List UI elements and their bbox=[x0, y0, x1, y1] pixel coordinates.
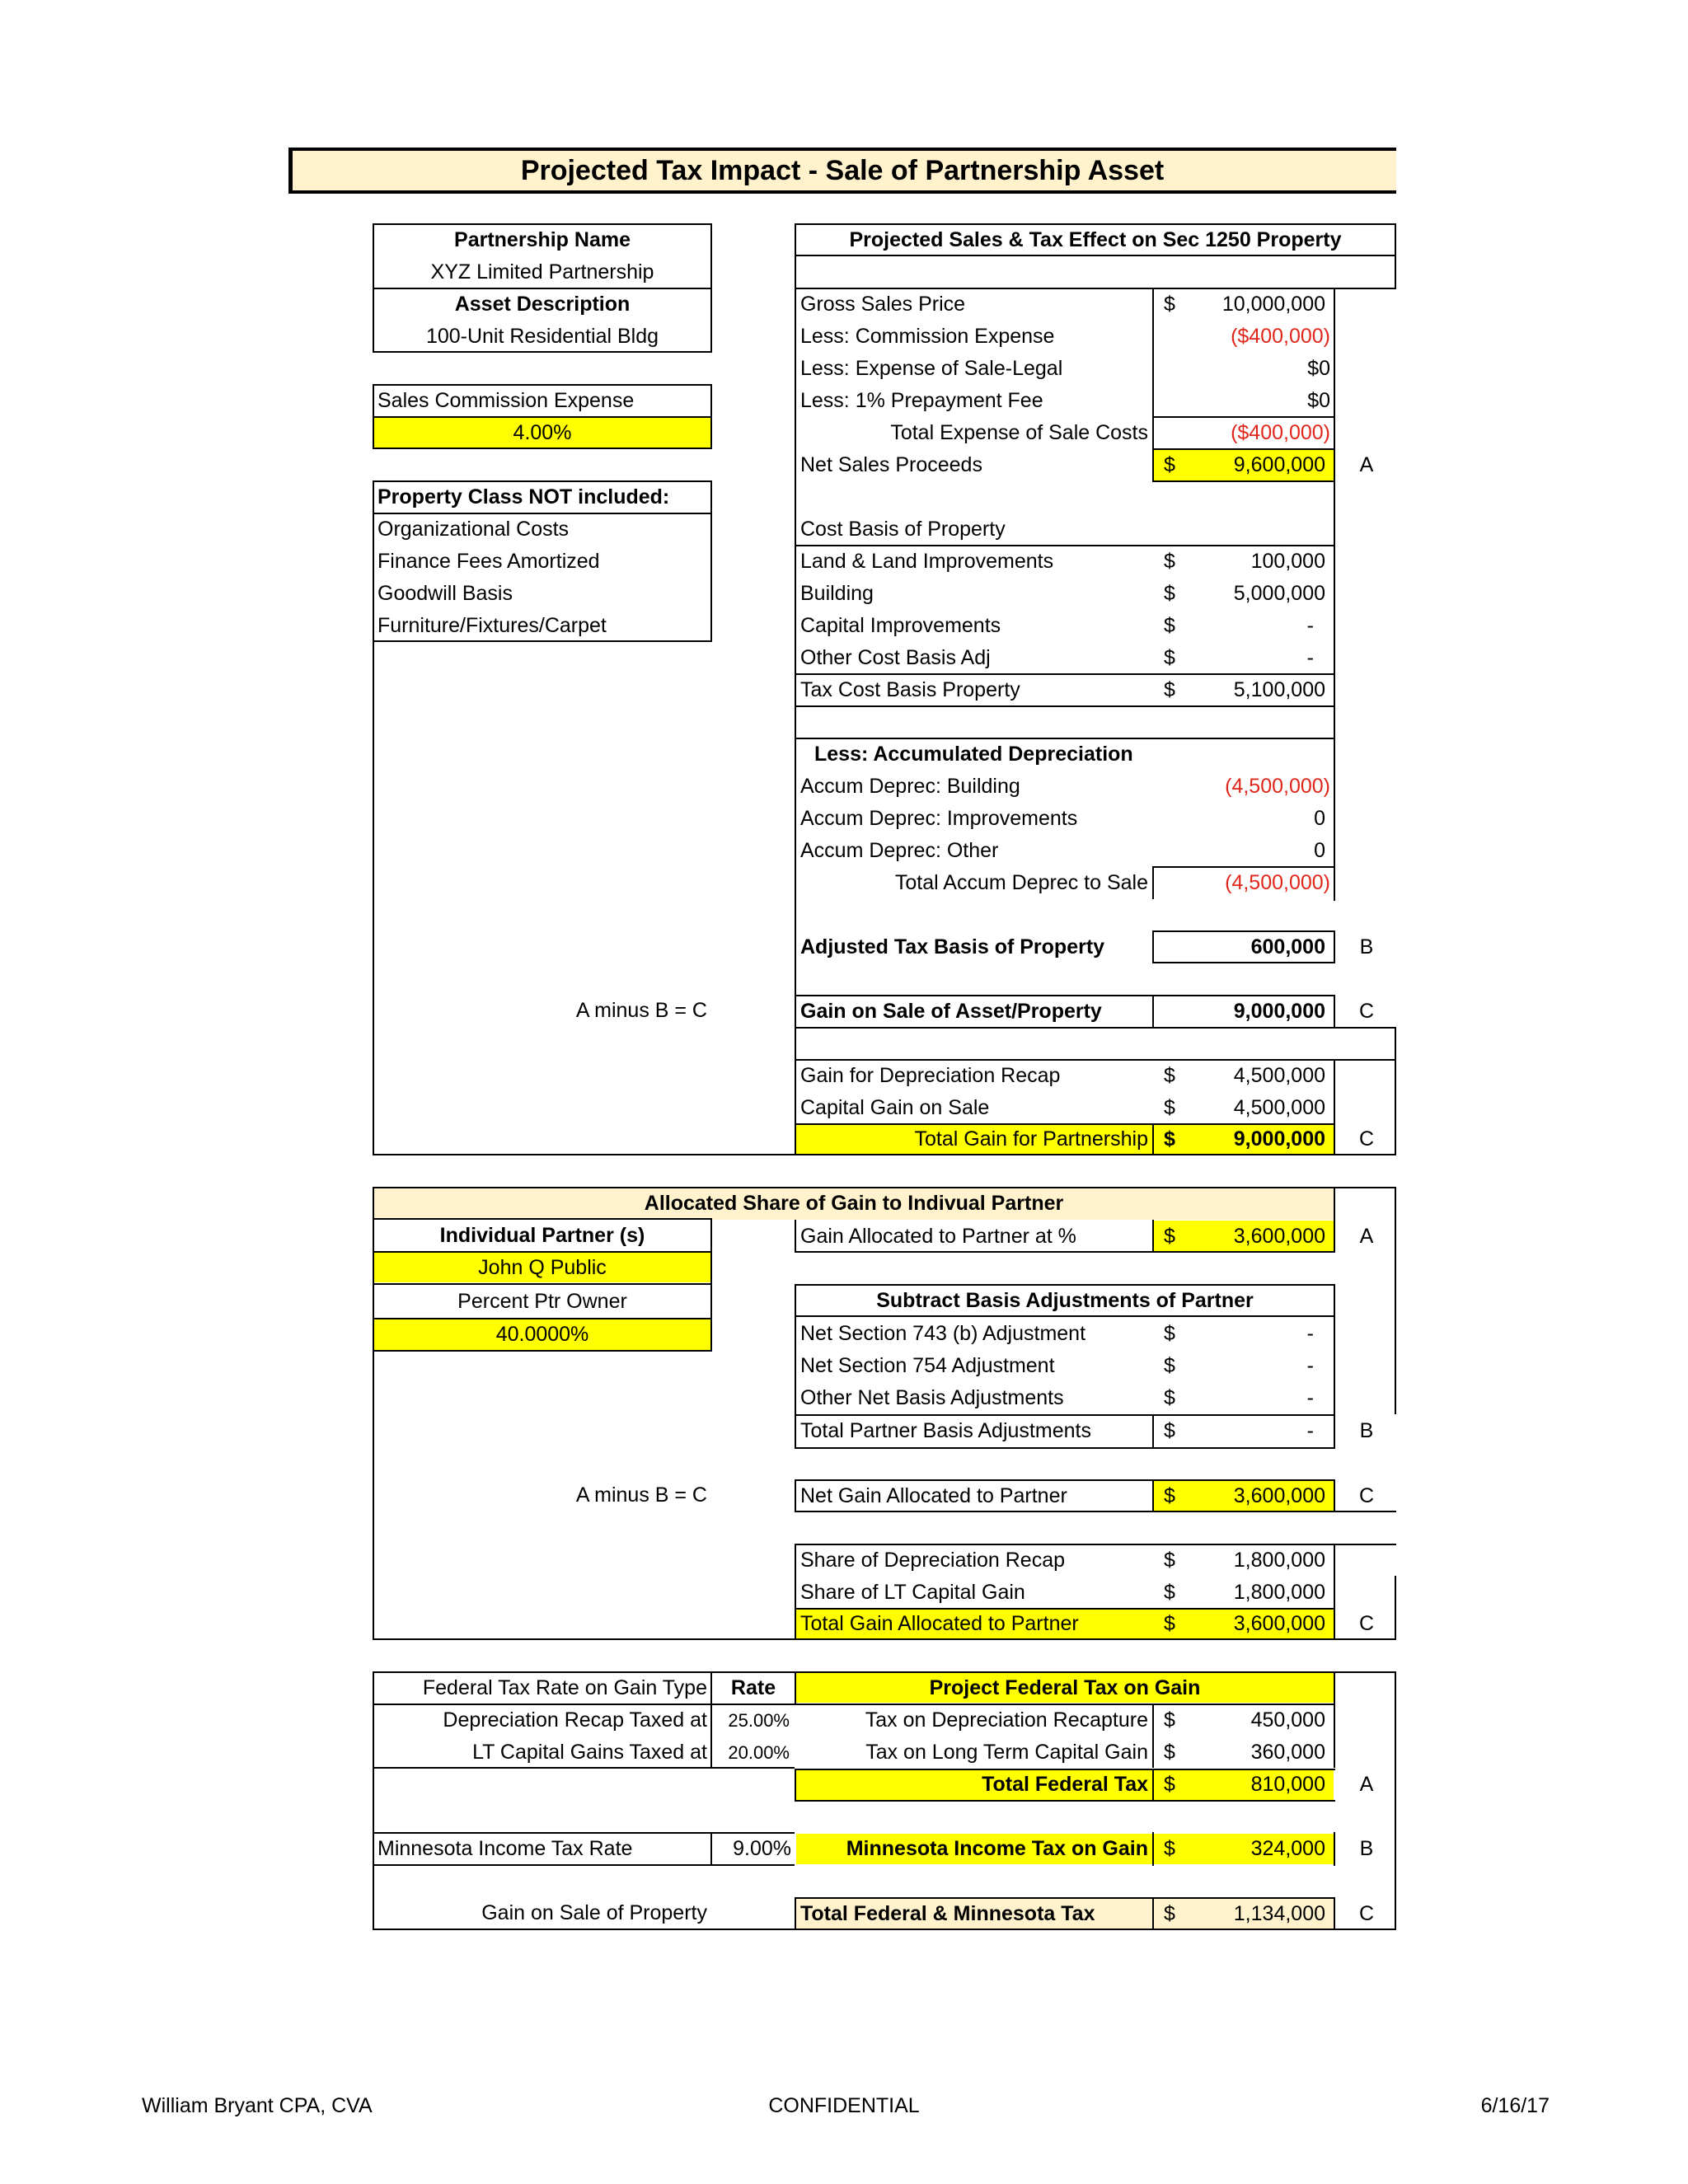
total-partner-adj-value: - bbox=[1306, 1419, 1314, 1442]
accum-other-label: Accum Deprec: Other bbox=[800, 839, 999, 862]
total-fed-mn-value: 1,134,000 bbox=[1233, 1902, 1325, 1925]
total-expense-label: Total Expense of Sale Costs bbox=[890, 421, 1148, 444]
total-partner-adj-dollar: $ bbox=[1164, 1419, 1175, 1442]
mn-tax-tag: B bbox=[1359, 1837, 1374, 1860]
project-header: Project Federal Tax on Gain bbox=[929, 1676, 1201, 1699]
gain-on-sale-property-label: Gain on Sale of Property bbox=[481, 1901, 707, 1924]
tax-depr-dollar: $ bbox=[1164, 1708, 1175, 1732]
sec1250-header: Projected Sales & Tax Effect on Sec 1250 Property bbox=[849, 228, 1342, 251]
percent-owner-value: 40.0000% bbox=[495, 1323, 589, 1346]
total-federal-dollar: $ bbox=[1164, 1773, 1175, 1796]
other-net-dollar: $ bbox=[1164, 1386, 1175, 1409]
asset-description: 100-Unit Residential Bldg bbox=[425, 325, 659, 348]
total-fed-mn-tag: C bbox=[1358, 1902, 1375, 1925]
legal-label: Less: Expense of Sale-Legal bbox=[800, 357, 1063, 380]
share-lt-value: 1,800,000 bbox=[1233, 1581, 1325, 1604]
other-cost-basis-value: - bbox=[1306, 646, 1314, 669]
accum-improvements-label: Accum Deprec: Improvements bbox=[800, 807, 1078, 830]
legal-value: $0 bbox=[1307, 357, 1330, 380]
building-value: 5,000,000 bbox=[1233, 582, 1325, 605]
property-class-item: Organizational Costs bbox=[377, 518, 570, 541]
footer-date: 6/16/17 bbox=[1480, 2094, 1550, 2117]
tax-lt-label: Tax on Long Term Capital Gain bbox=[865, 1741, 1148, 1764]
gain-on-sale-tag: C bbox=[1358, 1000, 1375, 1023]
page-title: Projected Tax Impact - Sale of Partnership Asset bbox=[520, 155, 1165, 186]
accum-building-label: Accum Deprec: Building bbox=[800, 775, 1020, 798]
gain-on-sale-label: Gain on Sale of Asset/Property bbox=[800, 1000, 1102, 1023]
prepayment-label: Less: 1% Prepayment Fee bbox=[800, 389, 1043, 412]
net-743-label: Net Section 743 (b) Adjustment bbox=[800, 1322, 1086, 1345]
capital-gain-label: Capital Gain on Sale bbox=[800, 1096, 990, 1119]
capital-improvements-label: Capital Improvements bbox=[800, 614, 1001, 637]
percent-owner-label: Percent Ptr Owner bbox=[457, 1290, 627, 1313]
capital-gain-dollar: $ bbox=[1164, 1096, 1175, 1119]
net-754-label: Net Section 754 Adjustment bbox=[800, 1354, 1055, 1377]
accum-other-value: 0 bbox=[1314, 839, 1325, 862]
accum-header: Less: Accumulated Depreciation bbox=[814, 743, 1133, 766]
total-accum-label: Total Accum Deprec to Sale bbox=[894, 871, 1148, 894]
net-754-value: - bbox=[1306, 1354, 1314, 1377]
commission-value: ($400,000) bbox=[1231, 325, 1330, 348]
adjusted-basis-value: 600,000 bbox=[1250, 935, 1325, 958]
property-class-item: Finance Fees Amortized bbox=[377, 550, 600, 573]
net-754-dollar: $ bbox=[1164, 1354, 1175, 1377]
total-federal-value: 810,000 bbox=[1250, 1773, 1325, 1796]
net-proceeds-label: Net Sales Proceeds bbox=[800, 453, 982, 476]
adjusted-basis-tag: B bbox=[1359, 935, 1374, 958]
share-depr-value: 1,800,000 bbox=[1233, 1549, 1325, 1572]
land-label: Land & Land Improvements bbox=[800, 550, 1054, 573]
gain-allocated-label: Gain Allocated to Partner at % bbox=[800, 1225, 1076, 1248]
other-cost-basis-label: Other Cost Basis Adj bbox=[800, 646, 991, 669]
building-dollar: $ bbox=[1164, 582, 1175, 605]
footer-author: William Bryant CPA, CVA bbox=[142, 2094, 373, 2117]
partnership-name-label: Partnership Name bbox=[454, 228, 631, 251]
gross-sales-value: 10,000,000 bbox=[1221, 293, 1325, 316]
net-gain-tag: C bbox=[1358, 1484, 1375, 1507]
sales-commission-value: 4.00% bbox=[513, 421, 572, 444]
allocation-header: Allocated Share of Gain to Indivual Partner bbox=[644, 1192, 1064, 1215]
tax-cost-basis-dollar: $ bbox=[1164, 678, 1175, 701]
other-net-value: - bbox=[1306, 1386, 1314, 1409]
gross-sales-label: Gross Sales Price bbox=[800, 293, 966, 316]
a-minus-b-label-2: A minus B = C bbox=[575, 1483, 707, 1507]
mn-rate: 9.00% bbox=[733, 1837, 791, 1860]
property-class-item: Furniture/Fixtures/Carpet bbox=[377, 614, 607, 637]
capital-gain-value: 4,500,000 bbox=[1233, 1096, 1325, 1119]
sales-commission-label: Sales Commission Expense bbox=[377, 389, 635, 412]
property-class-label: Property Class NOT included: bbox=[377, 485, 670, 509]
accum-building-value: (4,500,000) bbox=[1225, 775, 1330, 798]
total-partner-adj-tag: B bbox=[1359, 1419, 1374, 1442]
building-label: Building bbox=[800, 582, 874, 605]
mn-tax-value: 324,000 bbox=[1250, 1837, 1325, 1860]
net-proceeds-value: 9,600,000 bbox=[1233, 453, 1325, 476]
lt-rate: 20.00% bbox=[728, 1742, 790, 1763]
gain-depr-recap-value: 4,500,000 bbox=[1233, 1064, 1325, 1087]
accum-improvements-value: 0 bbox=[1314, 807, 1325, 830]
net-gain-dollar: $ bbox=[1164, 1484, 1175, 1507]
share-depr-dollar: $ bbox=[1164, 1549, 1175, 1572]
total-federal-label: Total Federal Tax bbox=[982, 1773, 1148, 1796]
mn-tax-label: Minnesota Income Tax on Gain bbox=[846, 1837, 1148, 1860]
total-federal-tag: A bbox=[1359, 1773, 1374, 1796]
prepayment-value: $0 bbox=[1307, 389, 1330, 412]
tax-cost-basis-value: 5,100,000 bbox=[1233, 678, 1325, 701]
commission-label: Less: Commission Expense bbox=[800, 325, 1055, 348]
total-gain-value: 9,000,000 bbox=[1233, 1127, 1325, 1151]
subtract-header: Subtract Basis Adjustments of Partner bbox=[876, 1289, 1254, 1312]
gross-sales-dollar: $ bbox=[1164, 293, 1175, 316]
gain-on-sale-value: 9,000,000 bbox=[1233, 1000, 1325, 1023]
gain-depr-recap-dollar: $ bbox=[1164, 1064, 1175, 1087]
net-proceeds-tag: A bbox=[1359, 453, 1374, 476]
total-fed-mn-dollar: $ bbox=[1164, 1902, 1175, 1925]
other-net-label: Other Net Basis Adjustments bbox=[800, 1386, 1064, 1409]
total-gain-label: Total Gain for Partnership bbox=[914, 1127, 1148, 1151]
total-gain-tag: C bbox=[1358, 1127, 1375, 1151]
net-gain-label: Net Gain Allocated to Partner bbox=[800, 1484, 1067, 1507]
total-allocated-value: 3,600,000 bbox=[1233, 1612, 1325, 1635]
tax-cost-basis-label: Tax Cost Basis Property bbox=[800, 678, 1020, 701]
a-minus-b-label: A minus B = C bbox=[575, 999, 707, 1022]
total-allocated-label: Total Gain Allocated to Partner bbox=[800, 1612, 1079, 1635]
share-lt-label: Share of LT Capital Gain bbox=[800, 1581, 1025, 1604]
net-proceeds-dollar: $ bbox=[1164, 453, 1175, 476]
other-cost-basis-dollar: $ bbox=[1164, 646, 1175, 669]
rate-type-label: Federal Tax Rate on Gain Type bbox=[422, 1676, 707, 1699]
gain-allocated-value: 3,600,000 bbox=[1233, 1225, 1325, 1248]
footer-confidential: CONFIDENTIAL bbox=[768, 2094, 920, 2117]
total-accum-value: (4,500,000) bbox=[1225, 871, 1330, 894]
lt-taxed-label: LT Capital Gains Taxed at bbox=[472, 1741, 707, 1764]
tax-depr-label: Tax on Depreciation Recapture bbox=[865, 1708, 1148, 1732]
capital-improvements-dollar: $ bbox=[1164, 614, 1175, 637]
gain-depr-recap-label: Gain for Depreciation Recap bbox=[800, 1064, 1061, 1087]
asset-description-label: Asset Description bbox=[454, 293, 631, 316]
net-743-dollar: $ bbox=[1164, 1322, 1175, 1345]
partnership-name: XYZ Limited Partnership bbox=[430, 260, 654, 284]
gain-allocated-dollar: $ bbox=[1164, 1225, 1175, 1248]
rate-label: Rate bbox=[730, 1676, 776, 1699]
total-allocated-dollar: $ bbox=[1164, 1612, 1175, 1635]
depr-rate: 25.00% bbox=[728, 1710, 790, 1731]
property-class-item: Goodwill Basis bbox=[377, 582, 513, 605]
adjusted-basis-label: Adjusted Tax Basis of Property bbox=[800, 935, 1105, 958]
capital-improvements-value: - bbox=[1306, 614, 1314, 637]
mn-tax-dollar: $ bbox=[1164, 1837, 1175, 1860]
gain-allocated-tag: A bbox=[1359, 1225, 1374, 1248]
tax-lt-dollar: $ bbox=[1164, 1741, 1175, 1764]
partner-name: John Q Public bbox=[478, 1256, 607, 1279]
tax-depr-value: 450,000 bbox=[1250, 1708, 1325, 1732]
tax-lt-value: 360,000 bbox=[1250, 1741, 1325, 1764]
total-allocated-tag: C bbox=[1358, 1612, 1375, 1635]
mn-rate-label: Minnesota Income Tax Rate bbox=[377, 1837, 633, 1860]
share-depr-label: Share of Depreciation Recap bbox=[800, 1549, 1066, 1572]
individual-partner-label: Individual Partner (s) bbox=[439, 1224, 645, 1247]
net-743-value: - bbox=[1306, 1322, 1314, 1345]
total-fed-mn-label: Total Federal & Minnesota Tax bbox=[800, 1902, 1095, 1925]
land-value: 100,000 bbox=[1250, 550, 1325, 573]
cost-basis-header: Cost Basis of Property bbox=[800, 518, 1006, 541]
total-partner-adj-label: Total Partner Basis Adjustments bbox=[800, 1419, 1091, 1442]
share-lt-dollar: $ bbox=[1164, 1581, 1175, 1604]
total-gain-dollar: $ bbox=[1164, 1127, 1175, 1151]
land-dollar: $ bbox=[1164, 550, 1175, 573]
total-expense-value: ($400,000) bbox=[1231, 421, 1330, 444]
net-gain-value: 3,600,000 bbox=[1233, 1484, 1325, 1507]
depr-taxed-label: Depreciation Recap Taxed at bbox=[443, 1708, 707, 1732]
